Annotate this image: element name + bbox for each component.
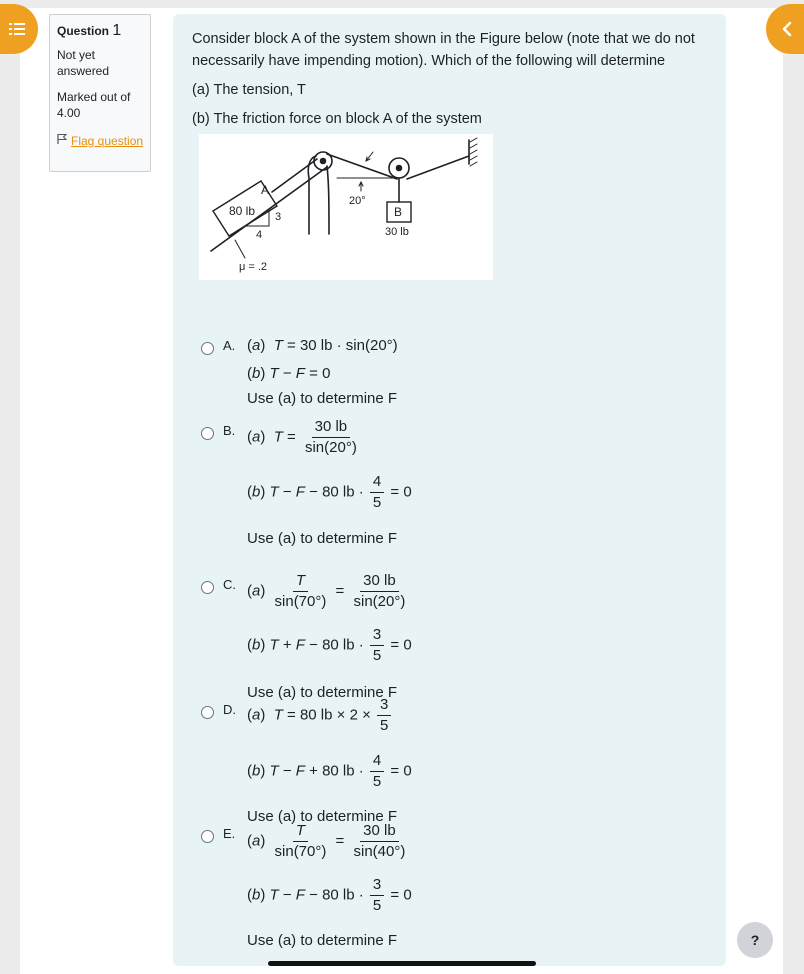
- block-a-label: A: [261, 183, 270, 197]
- option-e-line-a: (a) $\frac{T}{\sin(70^\circ)}$ = $\frac{30 lb}{\sin(40^\circ)}$: [247, 822, 406, 860]
- option-c-letter: C.: [223, 577, 236, 592]
- option-a-letter: A.: [223, 338, 236, 353]
- list-icon: [9, 22, 25, 36]
- question-grade: Marked out of 4.00: [57, 90, 131, 120]
- flag-question-link[interactable]: [57, 133, 144, 149]
- question-info-panel: [49, 14, 151, 172]
- flag-question-label[interactable]: Flag question: [71, 134, 144, 148]
- option-b-letter: B.: [223, 423, 236, 438]
- option-c-line-a: (a) $\frac{T}{\sin(70^\circ)}$ = $\frac{30 lb}{\sin(20^\circ)}$: [247, 572, 406, 610]
- radio-option-b[interactable]: [201, 427, 214, 440]
- option-b-line-a: (a) T = $\frac{30 lb}{\sin(20^\circ)}$: [247, 418, 357, 456]
- question-number-value: 1: [112, 22, 122, 39]
- option-e-letter: E.: [223, 826, 236, 841]
- question-text: [192, 28, 712, 137]
- chevron-left-icon: [781, 21, 793, 37]
- option-e-line-b: (b) T − F − 80 lb · $\frac{3}{5}$ = 0: [247, 876, 412, 914]
- friction-coefficient: μ = .2: [239, 261, 268, 273]
- question-part-a: (a) The tension, T: [192, 82, 306, 98]
- question-figure: [199, 134, 493, 280]
- radio-option-a[interactable]: [201, 342, 214, 355]
- option-a-use: Use (a) to determine F: [247, 390, 398, 407]
- option-c-line-b: (b) T + F − 80 lb · $\frac{3}{5}$ = 0: [247, 626, 412, 664]
- block-a-weight: 80 lb: [229, 204, 256, 218]
- home-indicator: [268, 961, 536, 966]
- pulley-system-diagram: [199, 134, 493, 280]
- option-a-line-b: (b) T − F = 0: [247, 365, 331, 382]
- option-d-letter: D.: [223, 702, 236, 717]
- angle-label: 20°: [349, 195, 366, 207]
- question-number: [57, 23, 144, 39]
- flag-icon: [57, 133, 71, 149]
- question-formulation: [173, 14, 726, 966]
- radio-option-c[interactable]: [201, 581, 214, 594]
- radio-option-d[interactable]: [201, 706, 214, 719]
- slope-run-label: 4: [256, 229, 263, 241]
- option-a-line-a: (a) T = 30 lb · sin(20°): [247, 337, 398, 354]
- radio-option-e[interactable]: [201, 830, 214, 843]
- slope-rise-label: 3: [275, 211, 282, 223]
- option-e-use: Use (a) to determine F: [247, 932, 398, 949]
- option-b-use: Use (a) to determine F: [247, 530, 398, 547]
- block-b-weight: 30 lb: [385, 226, 409, 238]
- question-label: Question: [57, 24, 110, 38]
- help-button[interactable]: ?: [737, 922, 773, 958]
- option-b-line-b: (b) T − F − 80 lb · $\frac{4}{5}$ = 0: [247, 473, 412, 511]
- block-b-label: B: [394, 205, 403, 219]
- option-d-line-a: (a) T = 80 lb × 2 × $\frac{3}{5}$: [247, 696, 393, 735]
- question-part-b: (b) The friction force on block A of the system: [192, 111, 482, 127]
- question-state: Not yet answered: [57, 48, 110, 78]
- option-d-use: Use (a) to determine F: [247, 808, 398, 825]
- option-d-line-b: (b) T − F + 80 lb · $\frac{4}{5}$ = 0: [247, 752, 412, 790]
- option-c-use: Use (a) to determine F: [247, 684, 398, 701]
- question-intro: Consider block A of the system shown in the Figure below (note that we do not necessarily have impending motion). Which of the following will determine: [192, 31, 695, 69]
